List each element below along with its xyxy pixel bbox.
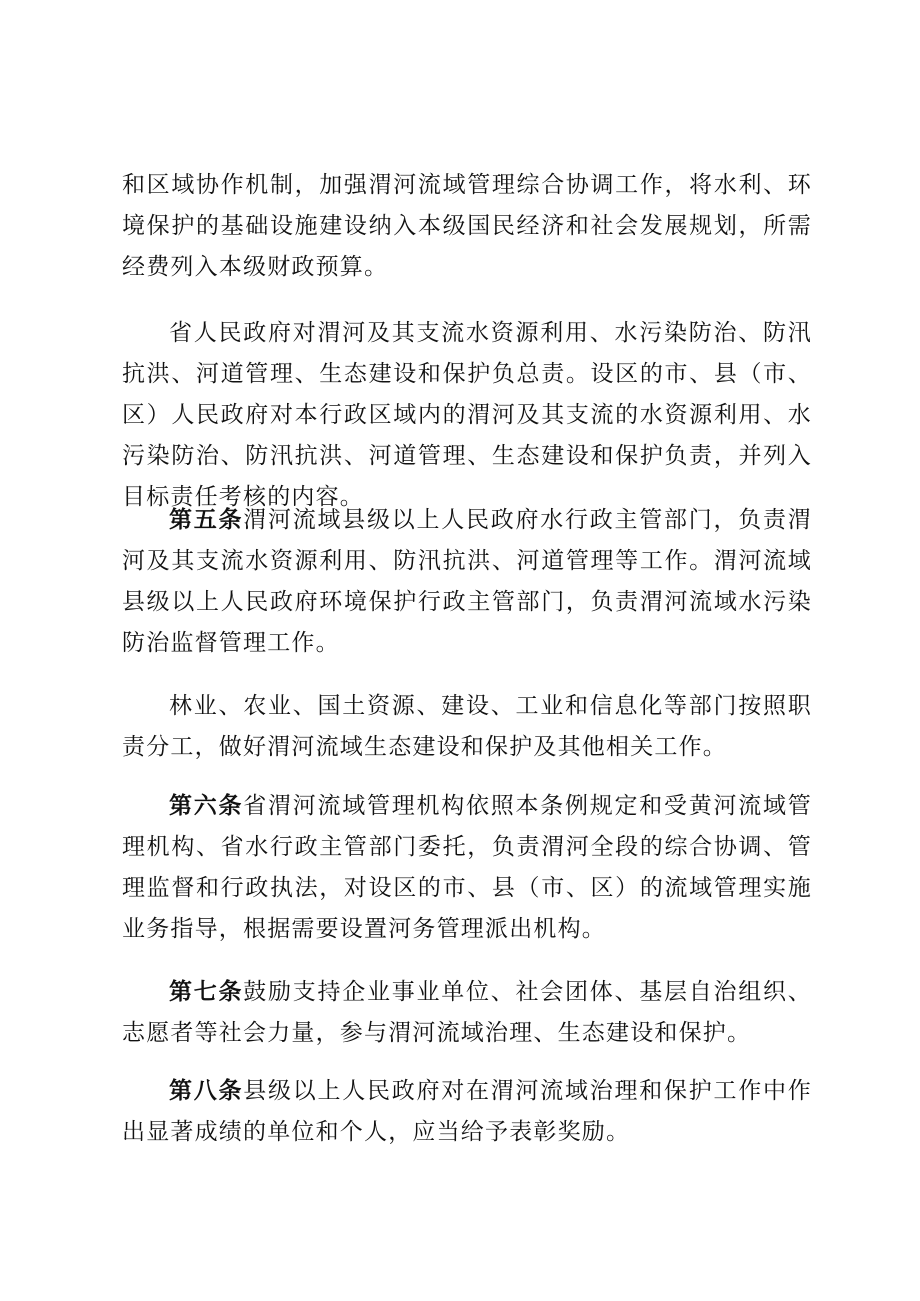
article-5-heading: 第五条 <box>169 507 244 533</box>
article-8-heading: 第八条 <box>169 1078 244 1104</box>
paragraph-continuation <box>122 165 812 288</box>
paragraph-text: 省渭河流域管理机构依照本条例规定和受黄河流域管理机构、省水行政主管部门委托，负责渭河全段的综合协调、管理监督和行政执法，对设区的市、县（市、区）的流域管理实施业务指导，根据需要设置河务管理派出机构。 <box>122 793 812 942</box>
paragraph-text: 和区域协作机制，加强渭河流域管理综合协调工作，将水利、环境保护的基础设施建设纳入本级国民经济和社会发展规划，所需经费列入本级财政预算。 <box>122 172 812 280</box>
paragraph-text: 鼓励支持企业事业单位、社会团体、基层自治组织、志愿者等社会力量，参与渭河流域治理、生态建设和保护。 <box>122 979 812 1046</box>
article-5-paragraph <box>122 500 812 664</box>
paragraph-text: 渭河流域县级以上人民政府水行政主管部门，负责渭河及其支流水资源利用、防汛抗洪、河道管理等工作。渭河流域县级以上人民政府环境保护行政主管部门，负责渭河流域水污染防治监督管理工作。 <box>122 507 812 656</box>
paragraph-text: 林业、农业、国土资源、建设、工业和信息化等部门按照职责分工，做好渭河流域生态建设和保护及其他相关工作。 <box>122 693 812 760</box>
article-8-paragraph <box>122 1071 812 1153</box>
article-7-heading: 第七条 <box>169 979 244 1005</box>
article-7-paragraph <box>122 972 812 1054</box>
article-6-paragraph <box>122 786 812 950</box>
paragraph-provincial-responsibility <box>122 313 812 518</box>
paragraph-text: 省人民政府对渭河及其支流水资源利用、水污染防治、防汛抗洪、河道管理、生态建设和保护负总责。设区的市、县（市、区）人民政府对本行政区域内的渭河及其支流的水资源利用、水污染防治、防汛抗洪、河道管理、生态建设和保护负责，并列入目标责任考核的内容。 <box>122 320 812 510</box>
paragraph-text: 县级以上人民政府对在渭河流域治理和保护工作中作出显著成绩的单位和个人，应当给予表彰奖励。 <box>122 1078 812 1145</box>
paragraph-departments <box>122 686 812 768</box>
article-6-heading: 第六条 <box>169 793 244 819</box>
